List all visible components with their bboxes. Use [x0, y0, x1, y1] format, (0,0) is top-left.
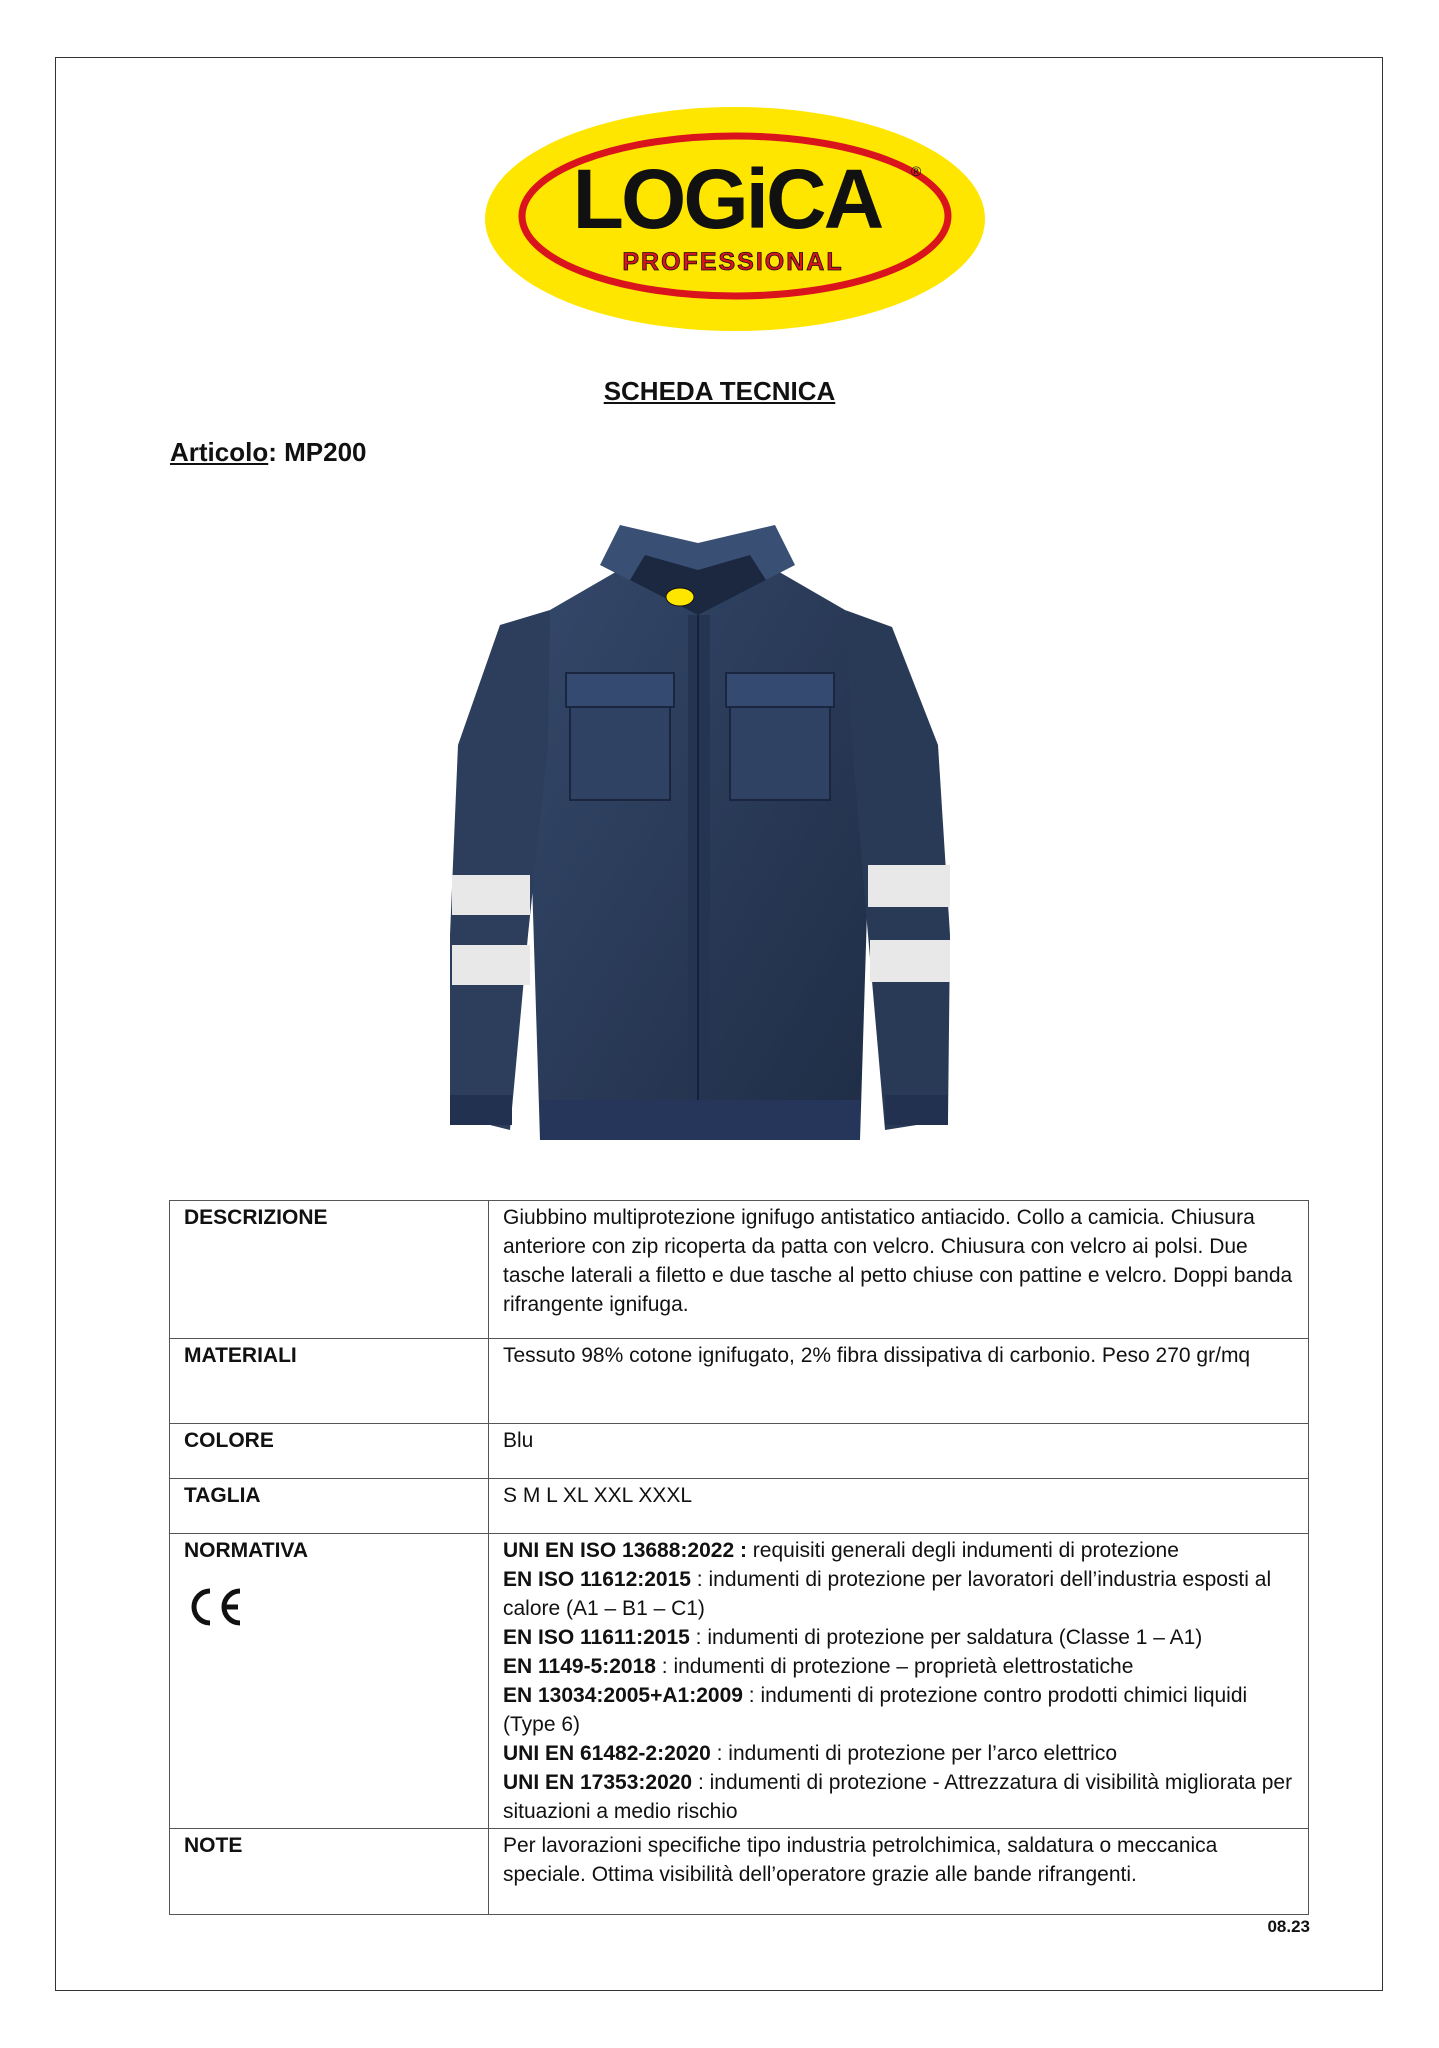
table-row-descrizione [170, 1201, 1309, 1339]
normativa-label: NORMATIVA [184, 1539, 309, 1562]
table-row-normativa [170, 1534, 1309, 1829]
row-key [170, 1534, 489, 1829]
logo-brand-text: LOGiCA [572, 152, 882, 246]
row-value: Per lavorazioni specifiche tipo industria petrolchimica, saldatura o meccanica speciale. Ottima visibilità dell’operatore grazie alle bande rifrangenti. [489, 1829, 1309, 1915]
norm-line: EN 13034:2005+A1:2009 : indumenti di protezione contro prodotti chimici liquidi (Type 6) [503, 1684, 1248, 1736]
row-value: S M L XL XXL XXXL [489, 1479, 1309, 1534]
norm-line: UNI EN 61482-2:2020 : indumenti di protezione per l’arco elettrico [503, 1742, 1118, 1765]
norm-line: UNI EN ISO 13688:2022 : requisiti generali degli indumenti di protezione [503, 1539, 1179, 1562]
article-line [170, 437, 367, 468]
spec-table [169, 1200, 1309, 1915]
table-row-materiali [170, 1339, 1309, 1424]
row-key: TAGLIA [170, 1479, 489, 1534]
row-value: Blu [489, 1424, 1309, 1479]
product-jacket-image [430, 515, 970, 1165]
article-code: MP200 [284, 437, 367, 467]
registered-mark: ® [911, 163, 922, 179]
article-label: Articolo [170, 437, 269, 467]
row-key: DESCRIZIONE [170, 1201, 489, 1339]
norm-line: EN ISO 11611:2015 : indumenti di protezione per saldatura (Classe 1 – A1) [503, 1626, 1203, 1649]
row-value: Tessuto 98% cotone ignifugato, 2% fibra dissipativa di carbonio. Peso 270 gr/mq [489, 1339, 1309, 1424]
table-row-note [170, 1829, 1309, 1915]
row-key: MATERIALI [170, 1339, 489, 1424]
table-row-taglia [170, 1479, 1309, 1534]
norm-line: EN 1149-5:2018 : indumenti di protezione – proprietà elettrostatiche [503, 1655, 1134, 1678]
page-title: SCHEDA TECNICA [603, 376, 836, 406]
article-separator: : [268, 437, 285, 467]
logica-professional-logo [483, 104, 987, 334]
row-key: COLORE [170, 1424, 489, 1479]
row-key: NOTE [170, 1829, 489, 1915]
logo-sub-text: PROFESSIONAL [622, 248, 844, 276]
ce-mark-icon [184, 1585, 248, 1629]
norm-line: EN ISO 11612:2015 : indumenti di protezione per lavoratori dell’industria esposti al calore (A1 – B1 – C1) [503, 1568, 1272, 1620]
table-row-colore [170, 1424, 1309, 1479]
row-value: Giubbino multiprotezione ignifugo antistatico antiacido. Collo a camicia. Chiusura anteriore con zip ricoperta da patta con velcro. Chiusura con velcro ai polsi. Due tasche laterali a filetto e due tasche al petto chiuse con pattine e velcro. Doppi banda rifrangente ignifuga. [489, 1201, 1309, 1339]
revision-code: 08.23 [1267, 1917, 1310, 1936]
norm-line: UNI EN 17353:2020 : indumenti di protezione - Attrezzatura di visibilità migliorata per situazioni a medio rischio [503, 1771, 1293, 1823]
normativa-list [489, 1534, 1309, 1829]
